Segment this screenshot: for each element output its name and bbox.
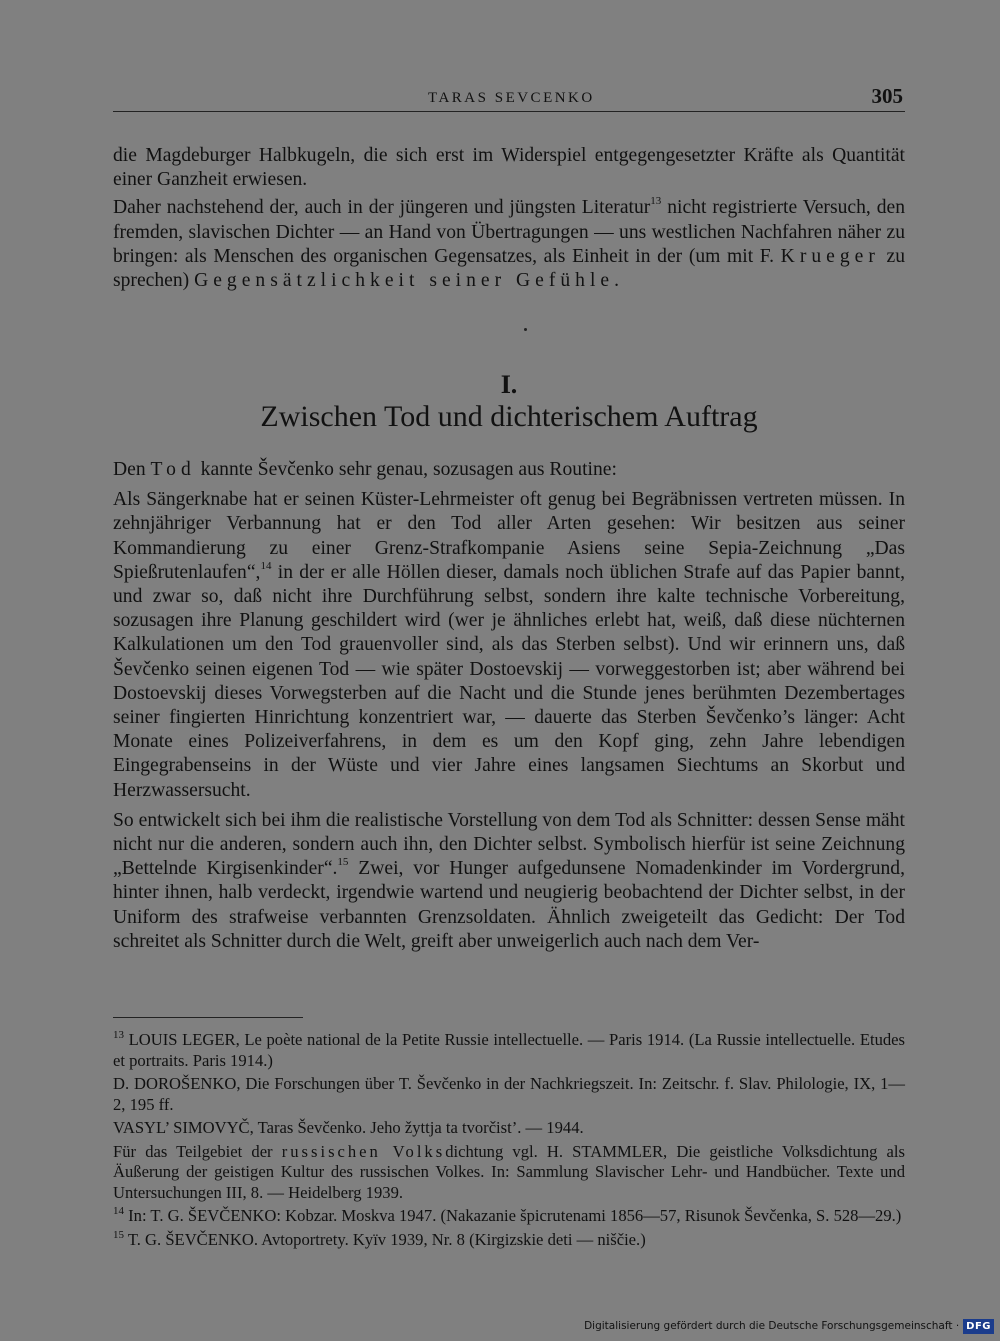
running-title: TARAS SEVCENKO [428, 90, 595, 106]
text-run: dichtung vgl. H. STAMMLER, Die geistliche Volksdichtung als Äußerung der geistigen Kultur des russischen Volkes. In: Sammlung Slavischer Lehr- und Handbücher. Texte und Untersuchungen III, 8. — Heidelberg 1939. [113, 1141, 905, 1202]
footnotes [113, 1030, 905, 1253]
text-run: kannte Ševčenko sehr genau, sozusagen aus Routine: [195, 459, 617, 480]
intro-paragraph-1: die Magdeburger Halbkugeln, die sich erst im Widerspiel entgegengesetzter Kräfte als Quantität einer Ganzheit erwiesen. [113, 145, 905, 191]
main-paragraph-1 [113, 458, 905, 482]
text-run: So entwickelt sich bei ihm die realistische Vorstellung von dem Tod als Schnitter: dessen Sense mäht nicht nur die anderen, sondern auch ihn, den Dichter selbst. Symbolisch hierfür ist seine Zeichnung „Bettelnde Kirgisenkinder“. [113, 809, 905, 880]
footnote-number: 14 [113, 1205, 124, 1217]
intro-paragraph-2 [113, 196, 905, 293]
dfg-logo: DFG [963, 1319, 994, 1334]
text-run: zu sprechen) [113, 245, 905, 292]
footnote-number: 15 [113, 1228, 124, 1241]
spaced-emphasis: russischen Volks [281, 1141, 446, 1161]
footnote-rule [113, 1017, 303, 1018]
text-run: LOUIS LEGER, Le poète national de la Petite Russie intellectuelle. — Paris 1914. (La Russie intellectuelle. Etudes et portraits. Paris 1914.) [113, 1030, 905, 1070]
spaced-emphasis: Gegensätzlichkeit seiner Gefühle [194, 270, 615, 292]
footnote-13-doroshenko: D. DOROŠENKO, Die Forschungen über T. Ševčenko in der Nachkriegszeit. In: Zeitschr. f. Slav. Philologie, IX, 1—2, 195 ff. [113, 1074, 905, 1114]
footnote-13-stammler [113, 1142, 905, 1204]
text-run: T. G. ŠEVČENKO. Avtoportrety. Kyïv 1939, Nr. 8 (Kirgizskie deti — niščie.) [124, 1229, 646, 1249]
section-title: Zwischen Tod und dichterischem Auftrag [260, 400, 758, 433]
spaced-name: Krueger [780, 245, 880, 267]
text-run: In: T. G. ŠEVČENKO: Kobzar. Moskva 1947. (Nakazanie špicrutenami 1856—57, Risunok Ševčenka, S. 528—29.) [124, 1206, 902, 1225]
main-text [113, 458, 905, 960]
spaced-emphasis: Tod [150, 459, 196, 480]
main-paragraph-2 [113, 488, 905, 803]
text-run: Zwei, vor Hunger aufgedunsene Nomadenkinder im Vordergrund, hinter ihnen, halb verdeckt, irgendwie wartend und neugierig beobachtend der Dichter selbst, in der Uniform des strafweise verbannten Grenzsoldaten. Ähnlich zweigeteilt das Gedicht: Der Tod schreitet als Schnitter durch die Welt, greift aber unweigerlich auch nach dem Ver- [113, 858, 905, 952]
footnote-14 [113, 1206, 905, 1227]
footnote-15 [113, 1230, 905, 1251]
main-paragraph-3 [113, 809, 905, 954]
footnote-ref-13: 13 [650, 195, 662, 208]
text-run: Den [113, 459, 151, 480]
footnote-ref-15: 15 [337, 856, 349, 869]
running-head [113, 84, 905, 114]
footnote-ref-14: 14 [260, 559, 272, 572]
footnote-13-simovych: VASYL’ SIMOVYČ, Taras Ševčenko. Jeho žyttja ta tvorčist’. — 1944. [113, 1118, 584, 1137]
funding-credit [584, 1317, 994, 1335]
text-run: nicht registrierte Versuch, den fremden, slavischen Dichter — an Hand von Übertragungen — uns westlichen Nachfahren näher zu bringen: als Menschen des organischen Gegensatzes, als Einheit in der (um mit F. [113, 197, 905, 267]
text-run: Als Sängerknabe hat er seinen Küster-Lehrmeister oft genug bei Begräbnissen vertreten müssen. In zehnjähriger Verbannung hat er den Tod aller Arten gesehen: Wir besitzen aus seiner Kommandierung zu einer Grenz-Strafkompanie Asiens seine Sepia-Zeichnung „Das Spießrutenlaufen“, [113, 489, 905, 583]
speck-mark [524, 328, 527, 331]
page-number: 305 [871, 84, 903, 108]
text-run: in der er alle Höllen dieser, damals noch üblichen Strafe auf das Papier bannt, und zwar so, daß nicht ihre Durchführung selbst, sondern ihre kalte technische Vorbereitung, sozusagen ihre Planung geschildert wird (wer je ähnliches erlebt hat, weiß, daß diese nüchternen Kalkulationen um den Tod grauenvoller sind, als das Sterben selbst). Und wir erinnern uns, daß Ševčenko seinen eigenen Tod — wie später Dostoevskij — vorweggestorben ist; aber während bei Dostoevskij dieses Vorwegsterben auf die Nacht und die Stunde jenes berühmten Dezembertages seiner fingierten Hinrichtung konzentriert war, — dauerte das Sterben Ševčenko’s länger: Acht Monate eines Polizeiverfahrens, in dem es um den Kopf ging, zehn Jahre lebendigen Eingegrabenseins in der Wüste und vier Jahre eines langsamen Siechtums an Skorbut und Herzwassersucht. [113, 561, 905, 801]
text-run: . [614, 270, 620, 292]
text-run: Daher nachstehend der, auch in der jüngeren und jüngsten Literatur [113, 197, 651, 219]
header-rule [113, 111, 905, 112]
intro-text [113, 144, 905, 297]
text-run: Für das Teilgebiet der [113, 1141, 282, 1161]
funding-text: Digitalisierung gefördert durch die Deutsche Forschungsgemeinschaft · [584, 1320, 960, 1332]
footnote-number: 13 [113, 1029, 124, 1041]
footnote-13 [113, 1030, 905, 1071]
section-number: I. [500, 370, 518, 399]
